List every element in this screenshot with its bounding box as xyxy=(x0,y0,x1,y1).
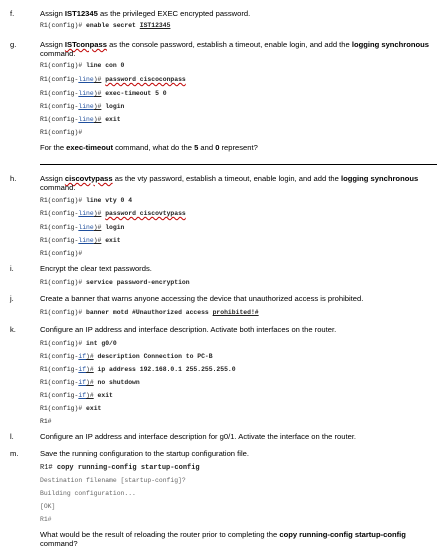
step-m-output-line: Building configuration... xyxy=(40,490,136,497)
step-g-password: ISTconpass xyxy=(64,40,107,49)
step-g-bold-command: logging synchronous xyxy=(351,40,430,49)
step-marker-m: m. xyxy=(10,449,19,458)
code-command: no shutdown xyxy=(97,379,140,386)
step-g-question xyxy=(40,143,440,152)
step-g-code-line xyxy=(40,76,186,84)
step-m-output-line: Destination filename [startup-config]? xyxy=(40,477,186,484)
question-bold: 5 xyxy=(194,143,199,152)
code-command: exit xyxy=(86,405,102,412)
step-f-text xyxy=(40,9,440,18)
code-command: login xyxy=(105,224,125,231)
code-prompt: R1(config-line)# xyxy=(40,210,102,217)
step-h-text-a: Assign xyxy=(40,174,65,183)
step-j-text: Create a banner that warns anyone accessing the device that unauthorized access is prohibited. xyxy=(40,294,364,303)
answer-line xyxy=(40,164,437,165)
code-command: exit xyxy=(97,392,113,399)
step-i-text: Encrypt the clear text passwords. xyxy=(40,264,152,273)
step-h-text-e: command. xyxy=(40,183,76,192)
code-prompt: R1(config)# xyxy=(40,22,87,29)
code-prompt: R1(config)# xyxy=(40,279,87,286)
code-argument: IST12345 xyxy=(139,22,171,29)
question-text: For the xyxy=(40,143,67,152)
step-f-password: IST12345 xyxy=(64,9,98,18)
step-m-output-line: [OK] xyxy=(40,503,56,510)
code-command: service password-encryption xyxy=(86,279,190,286)
code-command: enable secret xyxy=(86,22,140,29)
code-prompt: R1(config)# xyxy=(40,250,83,257)
step-marker-k: k. xyxy=(10,325,16,334)
code-prompt: R1(config)# xyxy=(40,405,87,412)
code-prompt: R1(config-line)# xyxy=(40,103,102,110)
step-g-code-line xyxy=(40,62,124,70)
code-command: banner motd #Unauthorized access xyxy=(86,309,213,316)
step-g-text-e: command. xyxy=(40,49,76,58)
question-bold: copy running-config startup-config xyxy=(279,530,406,539)
code-command: password ciscoconpass xyxy=(105,76,186,83)
step-k-code-line xyxy=(40,353,213,361)
code-command: password ciscovtypass xyxy=(105,210,186,217)
code-prompt: R1(config-line)# xyxy=(40,224,102,231)
code-prompt: R1# xyxy=(40,464,57,472)
step-k-text: Configure an IP address and interface description. Activate both interfaces on the router. xyxy=(40,325,337,334)
code-command: line vty 0 4 xyxy=(86,197,133,204)
code-prompt: R1(config-line)# xyxy=(40,116,102,123)
code-prompt: R1(config)# xyxy=(40,340,87,347)
code-command: exec-timeout 5 0 xyxy=(105,90,167,97)
code-command: copy running-config startup-config xyxy=(56,464,200,472)
step-j-code xyxy=(40,309,259,317)
code-prompt: R1# xyxy=(40,418,52,425)
code-prompt: R1(config)# xyxy=(40,309,87,316)
step-g-code-line xyxy=(40,116,121,124)
code-command: exit xyxy=(105,116,121,123)
question-bold: exec-timeout xyxy=(66,143,114,152)
step-k-code-line xyxy=(40,418,52,426)
step-f-text-c: as the privileged EXEC encrypted password. xyxy=(97,9,251,18)
step-h-text xyxy=(40,174,440,192)
question-text: What would be the result of reloading the router prior to completing the xyxy=(40,530,280,539)
code-prompt: R1(config-line)# xyxy=(40,90,102,97)
step-marker-l: l. xyxy=(10,432,14,441)
question-text: command, what do the xyxy=(113,143,195,152)
code-argument: prohibited!# xyxy=(212,309,259,316)
step-g-code-line xyxy=(40,103,124,111)
step-h-text-c: as the vty password, establish a timeout, enable login, and add the xyxy=(112,174,341,183)
step-m-command xyxy=(40,464,200,472)
step-h-password: ciscovtypass xyxy=(64,174,113,183)
step-g-code-line xyxy=(40,90,167,98)
step-h-code-line xyxy=(40,237,121,245)
step-marker-h: h. xyxy=(10,174,17,183)
code-command: exit xyxy=(105,237,121,244)
step-marker-f: f. xyxy=(10,9,15,18)
step-g-text-c: as the console password, establish a timeout, enable login, and add the xyxy=(106,40,352,49)
step-g-text-a: Assign xyxy=(40,40,65,49)
question-text: command? xyxy=(40,539,78,548)
step-marker-i: i. xyxy=(10,264,14,273)
step-m-question xyxy=(40,530,440,548)
question-bold: 0 xyxy=(215,143,220,152)
step-f-code xyxy=(40,22,170,30)
step-l-text: Configure an IP address and interface description for g0/1. Activate the interface on the router. xyxy=(40,432,357,441)
step-m-text: Save the running configuration to the startup configuration file. xyxy=(40,449,249,458)
step-f-text-a: Assign xyxy=(40,9,65,18)
code-prompt: R1(config-if)# xyxy=(40,379,94,386)
step-g-code-line xyxy=(40,129,82,137)
question-text: and xyxy=(198,143,216,152)
step-h-code-line xyxy=(40,210,186,218)
code-prompt: R1(config)# xyxy=(40,62,87,69)
code-prompt: R1(config)# xyxy=(40,129,83,136)
code-command: int g0/0 xyxy=(86,340,117,347)
code-command: line con 0 xyxy=(86,62,125,69)
step-k-code-line xyxy=(40,405,101,413)
step-k-code-line xyxy=(40,366,236,374)
question-text: represent? xyxy=(219,143,258,152)
step-m-output-line: R1# xyxy=(40,516,52,523)
step-h-bold-command: logging synchronous xyxy=(341,174,419,183)
code-prompt: R1(config-line)# xyxy=(40,237,102,244)
code-command: ip address 192.168.0.1 255.255.255.0 xyxy=(97,366,236,373)
code-prompt: R1(config-if)# xyxy=(40,366,94,373)
code-prompt: R1(config)# xyxy=(40,197,87,204)
code-prompt: R1(config-if)# xyxy=(40,392,94,399)
step-g-text xyxy=(40,40,440,58)
step-k-code-line xyxy=(40,392,113,400)
step-marker-g: g. xyxy=(10,40,17,49)
code-command: login xyxy=(105,103,125,110)
code-prompt: R1(config-line)# xyxy=(40,76,102,83)
code-command: description Connection to PC-B xyxy=(97,353,213,360)
step-k-code-line xyxy=(40,379,140,387)
step-marker-j: j. xyxy=(10,294,14,303)
code-prompt: R1(config-if)# xyxy=(40,353,94,360)
step-k-code-line xyxy=(40,340,117,348)
step-i-code xyxy=(40,279,190,287)
step-h-code-line xyxy=(40,250,82,258)
step-h-code-line xyxy=(40,224,124,232)
step-h-code-line xyxy=(40,197,132,205)
